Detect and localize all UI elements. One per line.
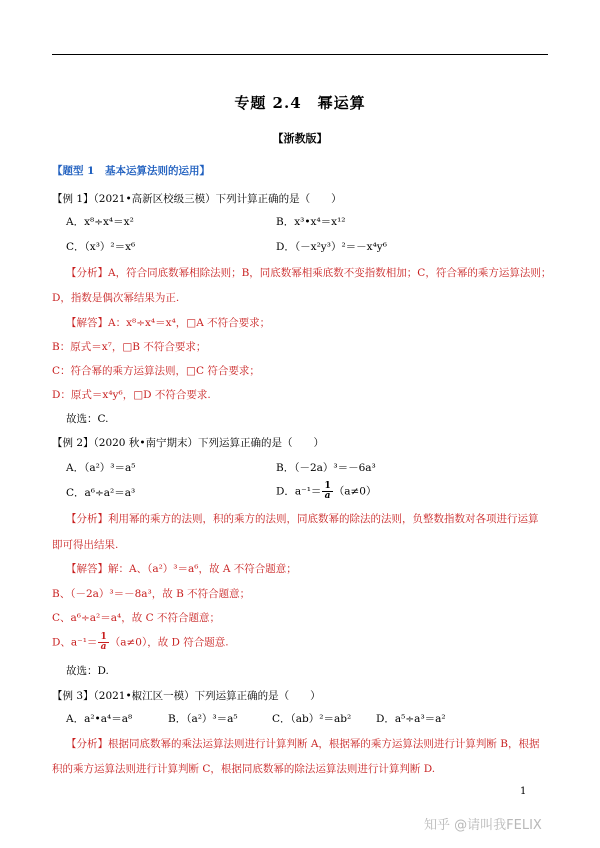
watermark: 知乎 @请叫我FELIX — [424, 818, 542, 833]
header-rule — [52, 54, 548, 55]
fraction-numerator: 1 — [100, 632, 107, 642]
example3-question: 【例 3】（2021•椒江区一模）下列运算正确的是（ ） — [52, 690, 321, 702]
example2-answer-d-suffix: （a≠0），故 D 符合题意. — [109, 636, 229, 649]
example1-option-c: C．（x³）²＝x⁶ — [66, 241, 136, 253]
type-heading: 【题型 1 基本运算法则的运用】 — [52, 165, 210, 177]
example2-analysis-line1: 【分析】利用幂的乘方的法则，积的乘方的法则，同底数幂的除法的法则，负整数指数对各项进行运算 — [66, 513, 539, 525]
example2-answer-line4 — [52, 633, 229, 652]
example2-answer-line3: C、a⁶÷a²＝a⁴，故 C 不符合题意； — [52, 612, 220, 624]
example2-option-d-prefix: D．a⁻¹＝ — [276, 485, 322, 498]
example2-answer-line2: B、（－2a）³＝－8a³，故 B 不符合题意； — [52, 588, 251, 600]
example2-analysis-line2: 即可得出结果. — [52, 539, 119, 551]
example2-option-d — [276, 482, 376, 501]
page-title: 专题 2.4 幂运算 — [234, 94, 366, 112]
example2-answer-d-fraction — [98, 633, 108, 652]
example1-option-d: D．（－x²y³）²＝－x⁴y⁶ — [276, 241, 387, 253]
example3-option-c: C．（ab）²＝ab² — [272, 713, 352, 725]
page-subtitle: 【浙教版】 — [272, 132, 328, 145]
example1-answer-line4: D：原式＝x⁴y⁶，□D 不符合要求. — [52, 389, 211, 401]
example2-answer-line1: 【解答】解：A、（a²）³＝a⁶，故 A 不符合题意； — [66, 563, 297, 575]
example2-option-a: A．（a²）³＝a⁵ — [66, 462, 136, 474]
fraction-denominator: a — [324, 491, 331, 501]
example1-answer-line1: 【解答】A：x⁸÷x⁴＝x⁴，□A 不符合要求； — [66, 317, 271, 329]
example1-answer-line2: B：原式＝x⁷，□B 不符合要求； — [52, 341, 207, 353]
example1-option-a: A．x⁸÷x⁴＝x² — [66, 216, 134, 228]
example3-analysis-line2: 积的乘方运算法则进行计算判断 C，根据同底数幂的除法运算法则进行计算判断 D. — [52, 763, 436, 775]
example3-option-b: B．（a²）³＝a⁵ — [168, 713, 238, 725]
example1-choice: 故选：C. — [66, 413, 109, 425]
example1-answer-line3: C：符合幂的乘方运算法则，□C 符合要求； — [52, 365, 260, 377]
example1-option-b: B．x³•x⁴＝x¹² — [276, 216, 346, 228]
example2-option-d-fraction — [322, 482, 332, 501]
example1-analysis-line1: 【分析】A，符合同底数幂相除法则；B，同底数幂相乘底数不变指数相加；C，符合幂的乘方运算法则； — [66, 267, 552, 279]
example2-option-c: C．a⁶÷a²＝a³ — [66, 487, 136, 499]
example3-analysis-line1: 【分析】根据同底数幂的乘法运算法则进行计算判断 A，根据幂的乘方运算法则进行计算判断 B，根据 — [66, 738, 540, 750]
example3-option-d: D．a⁵÷a³＝a² — [376, 713, 446, 725]
example1-analysis-line2: D，指数是偶次幂结果为正. — [52, 292, 180, 304]
example2-question: 【例 2】（2020 秋•南宁期末）下列运算正确的是（ ） — [52, 437, 325, 449]
example2-option-b: B．（－2a）³＝－6a³ — [276, 462, 376, 474]
fraction-denominator: a — [100, 642, 107, 652]
example1-question: 【例 1】（2021•高新区校级三模）下列计算正确的是（ ） — [52, 193, 342, 205]
example2-option-d-suffix: （a≠0） — [333, 485, 377, 498]
example2-answer-d-prefix: D、a⁻¹＝ — [52, 636, 98, 649]
example3-option-a: A．a²•a⁴＝a⁸ — [66, 713, 133, 725]
fraction-numerator: 1 — [324, 481, 331, 491]
page-number: 1 — [520, 786, 527, 797]
example2-choice: 故选：D. — [66, 665, 109, 677]
